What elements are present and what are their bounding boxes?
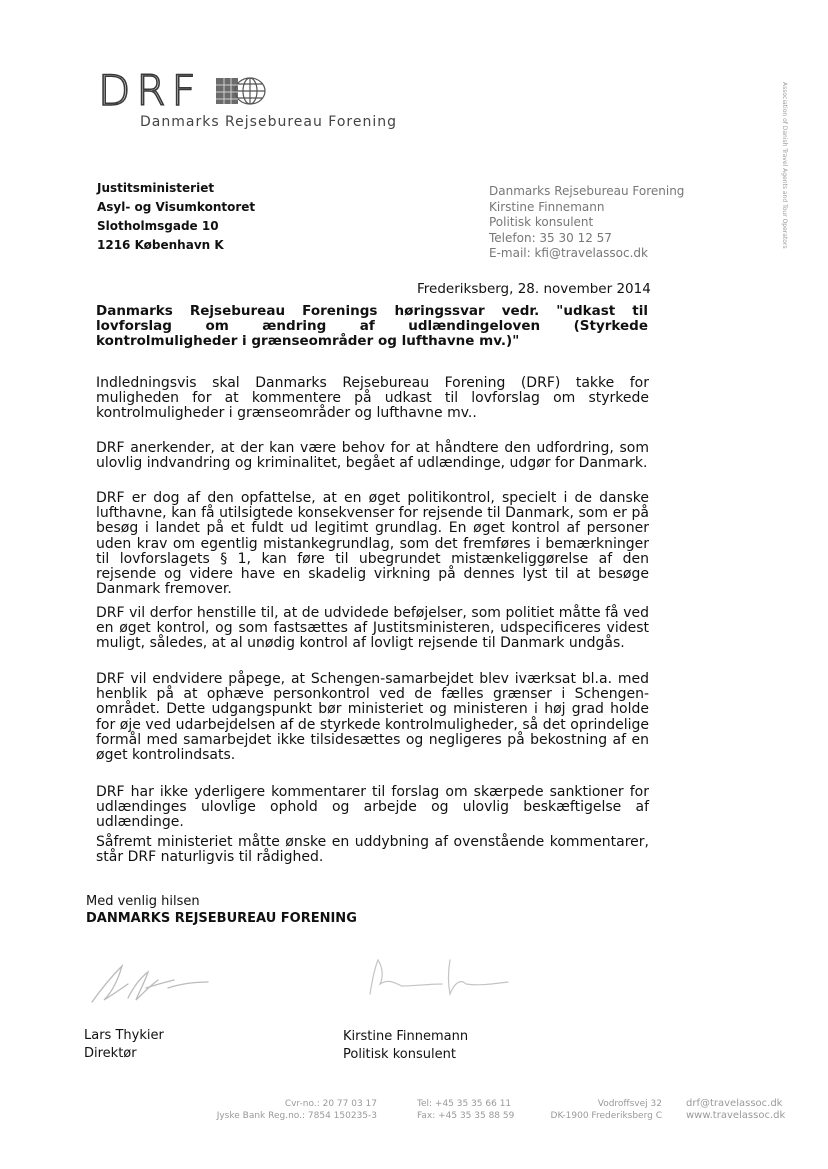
footer-street: Vodroffsvej 32 — [597, 1099, 662, 1109]
footer-registration — [205, 1098, 377, 1122]
recipient-line: Justitsministeriet — [97, 181, 215, 195]
sender-info — [489, 184, 684, 262]
closing-greeting: Med venlig hilsen — [86, 894, 200, 909]
body-paragraph: DRF anerkender, at der kan være behov for at håndtere den udfordring, som ulovlig indvandring og kriminalitet, begået af udlændinge, udgør for Danmark. — [96, 440, 649, 472]
closing-block — [86, 893, 357, 927]
footer-web[interactable]: www.travelassoc.dk — [686, 1110, 786, 1121]
logo-wordmark: DRF — [98, 66, 202, 115]
footer-bank: Jyske Bank Reg.no.: 7854 150235-3 — [216, 1111, 377, 1121]
letter-date: Frederiksberg, 28. november 2014 — [417, 281, 651, 297]
footer-email[interactable]: drf@travelassoc.dk — [686, 1098, 783, 1109]
footer-fax: Fax: +45 35 35 88 59 — [417, 1111, 515, 1121]
footer-city: DK-1900 Frederiksberg C — [550, 1111, 662, 1121]
footer-address — [542, 1098, 662, 1122]
recipient-line: Slotholmsgade 10 — [97, 219, 219, 233]
letter-subject: Danmarks Rejsebureau Forenings høringssvar vedr. "udkast til lovforslag om ændring af udlændingeloven (Styrkede kontrolmuligheder i grænseområder og lufthavne mv.)" — [96, 303, 648, 349]
side-association-text: Association of Danish Travel Agents and Tour Operators — [781, 82, 788, 249]
body-paragraph: Indledningsvis skal Danmarks Rejsebureau Forening (DRF) takke for muligheden for at kommentere på udkast til lovforslag om styrkede kontrolmuligheder i grænseområder og lufthavne mv.. — [96, 375, 649, 422]
closing-organization: DANMARKS REJSEBUREAU FORENING — [86, 911, 357, 926]
sender-line: Politisk konsulent — [489, 215, 594, 229]
sender-line: Danmarks Rejsebureau Forening — [489, 184, 685, 198]
globe-grid-icon — [216, 76, 266, 106]
sender-line: E-mail: kfi@travelassoc.dk — [489, 246, 648, 260]
signer-title: Direktør — [84, 1046, 137, 1061]
body-paragraph: DRF har ikke yderligere kommentarer til forslag om skærpede sanktioner for udlændinges ulovlige ophold og arbejde og ulovlig beskæftigelse af udlændinge. — [96, 784, 649, 831]
sender-line: Kirstine Finnemann — [489, 199, 605, 214]
body-paragraph: Såfremt ministeriet måtte ønske en uddybning af ovenstående kommentarer, står DRF naturligvis til rådighed. — [96, 834, 649, 866]
signer-lars-thykier — [84, 1027, 164, 1063]
signer-name: Lars Thykier — [84, 1028, 164, 1043]
footer-cvr: Cvr-no.: 20 77 03 17 — [284, 1099, 377, 1109]
signature-kirstine-finnemann — [362, 954, 512, 999]
signer-kirstine-finnemann — [343, 1028, 468, 1064]
signer-name: Kirstine Finnemann — [343, 1029, 469, 1044]
logo-tagline: Danmarks Rejsebureau Forening — [140, 114, 397, 130]
footer-tel: Tel: +45 35 35 66 11 — [417, 1099, 512, 1109]
sender-line: Telefon: 35 30 12 57 — [489, 230, 612, 245]
body-paragraph: DRF er dog af den opfattelse, at en øget politikontrol, specielt i de danske lufthavne, kan få utilsigtede konsekvenser for rejsende til Danmark, som er på besøg i landet på et fuldt ud legitimt grundlag. En øget kontrol af personer uden krav om egentlig mistankegrundlag, som det fremføres i bemærkninger til lovforslagets § 1, kan føre til ubegrundet mistænkeliggørelse af den rejsende og videre have en skadelig virkning på dennes lyst til at besøge Danmark fremover. — [96, 490, 649, 598]
signer-title: Politisk konsulent — [343, 1047, 456, 1062]
signature-lars-thykier — [88, 958, 218, 1008]
body-paragraph: DRF vil endvidere påpege, at Schengen-samarbejdet blev iværksat bl.a. med henblik på at ophæve personkontrol ved de fælles grænser i Schengen-området. Dette udgangspunkt bør ministeriet og ministeren i høj grad holde for øje ved udarbejdelsen af de styrkede kontrolmuligheder, så det oprindelige formål med samarbejdet ikke tilsidesættes og negligeres på bekostning af en øget kontrolindsats. — [96, 671, 649, 764]
recipient-line: 1216 København K — [97, 238, 224, 252]
footer-phone — [417, 1098, 514, 1122]
footer-contact — [686, 1098, 785, 1122]
recipient-address — [97, 179, 255, 255]
body-paragraph: DRF vil derfor henstille til, at de udvidede beføjelser, som politiet måtte få ved en øget kontrol, og som fastsættes af Justitsministeren, udspecificeres videst muligt, således, at al unødig kontrol af lovligt rejsende til Danmark undgås. — [96, 605, 649, 652]
recipient-line: Asyl- og Visumkontoret — [97, 200, 256, 214]
